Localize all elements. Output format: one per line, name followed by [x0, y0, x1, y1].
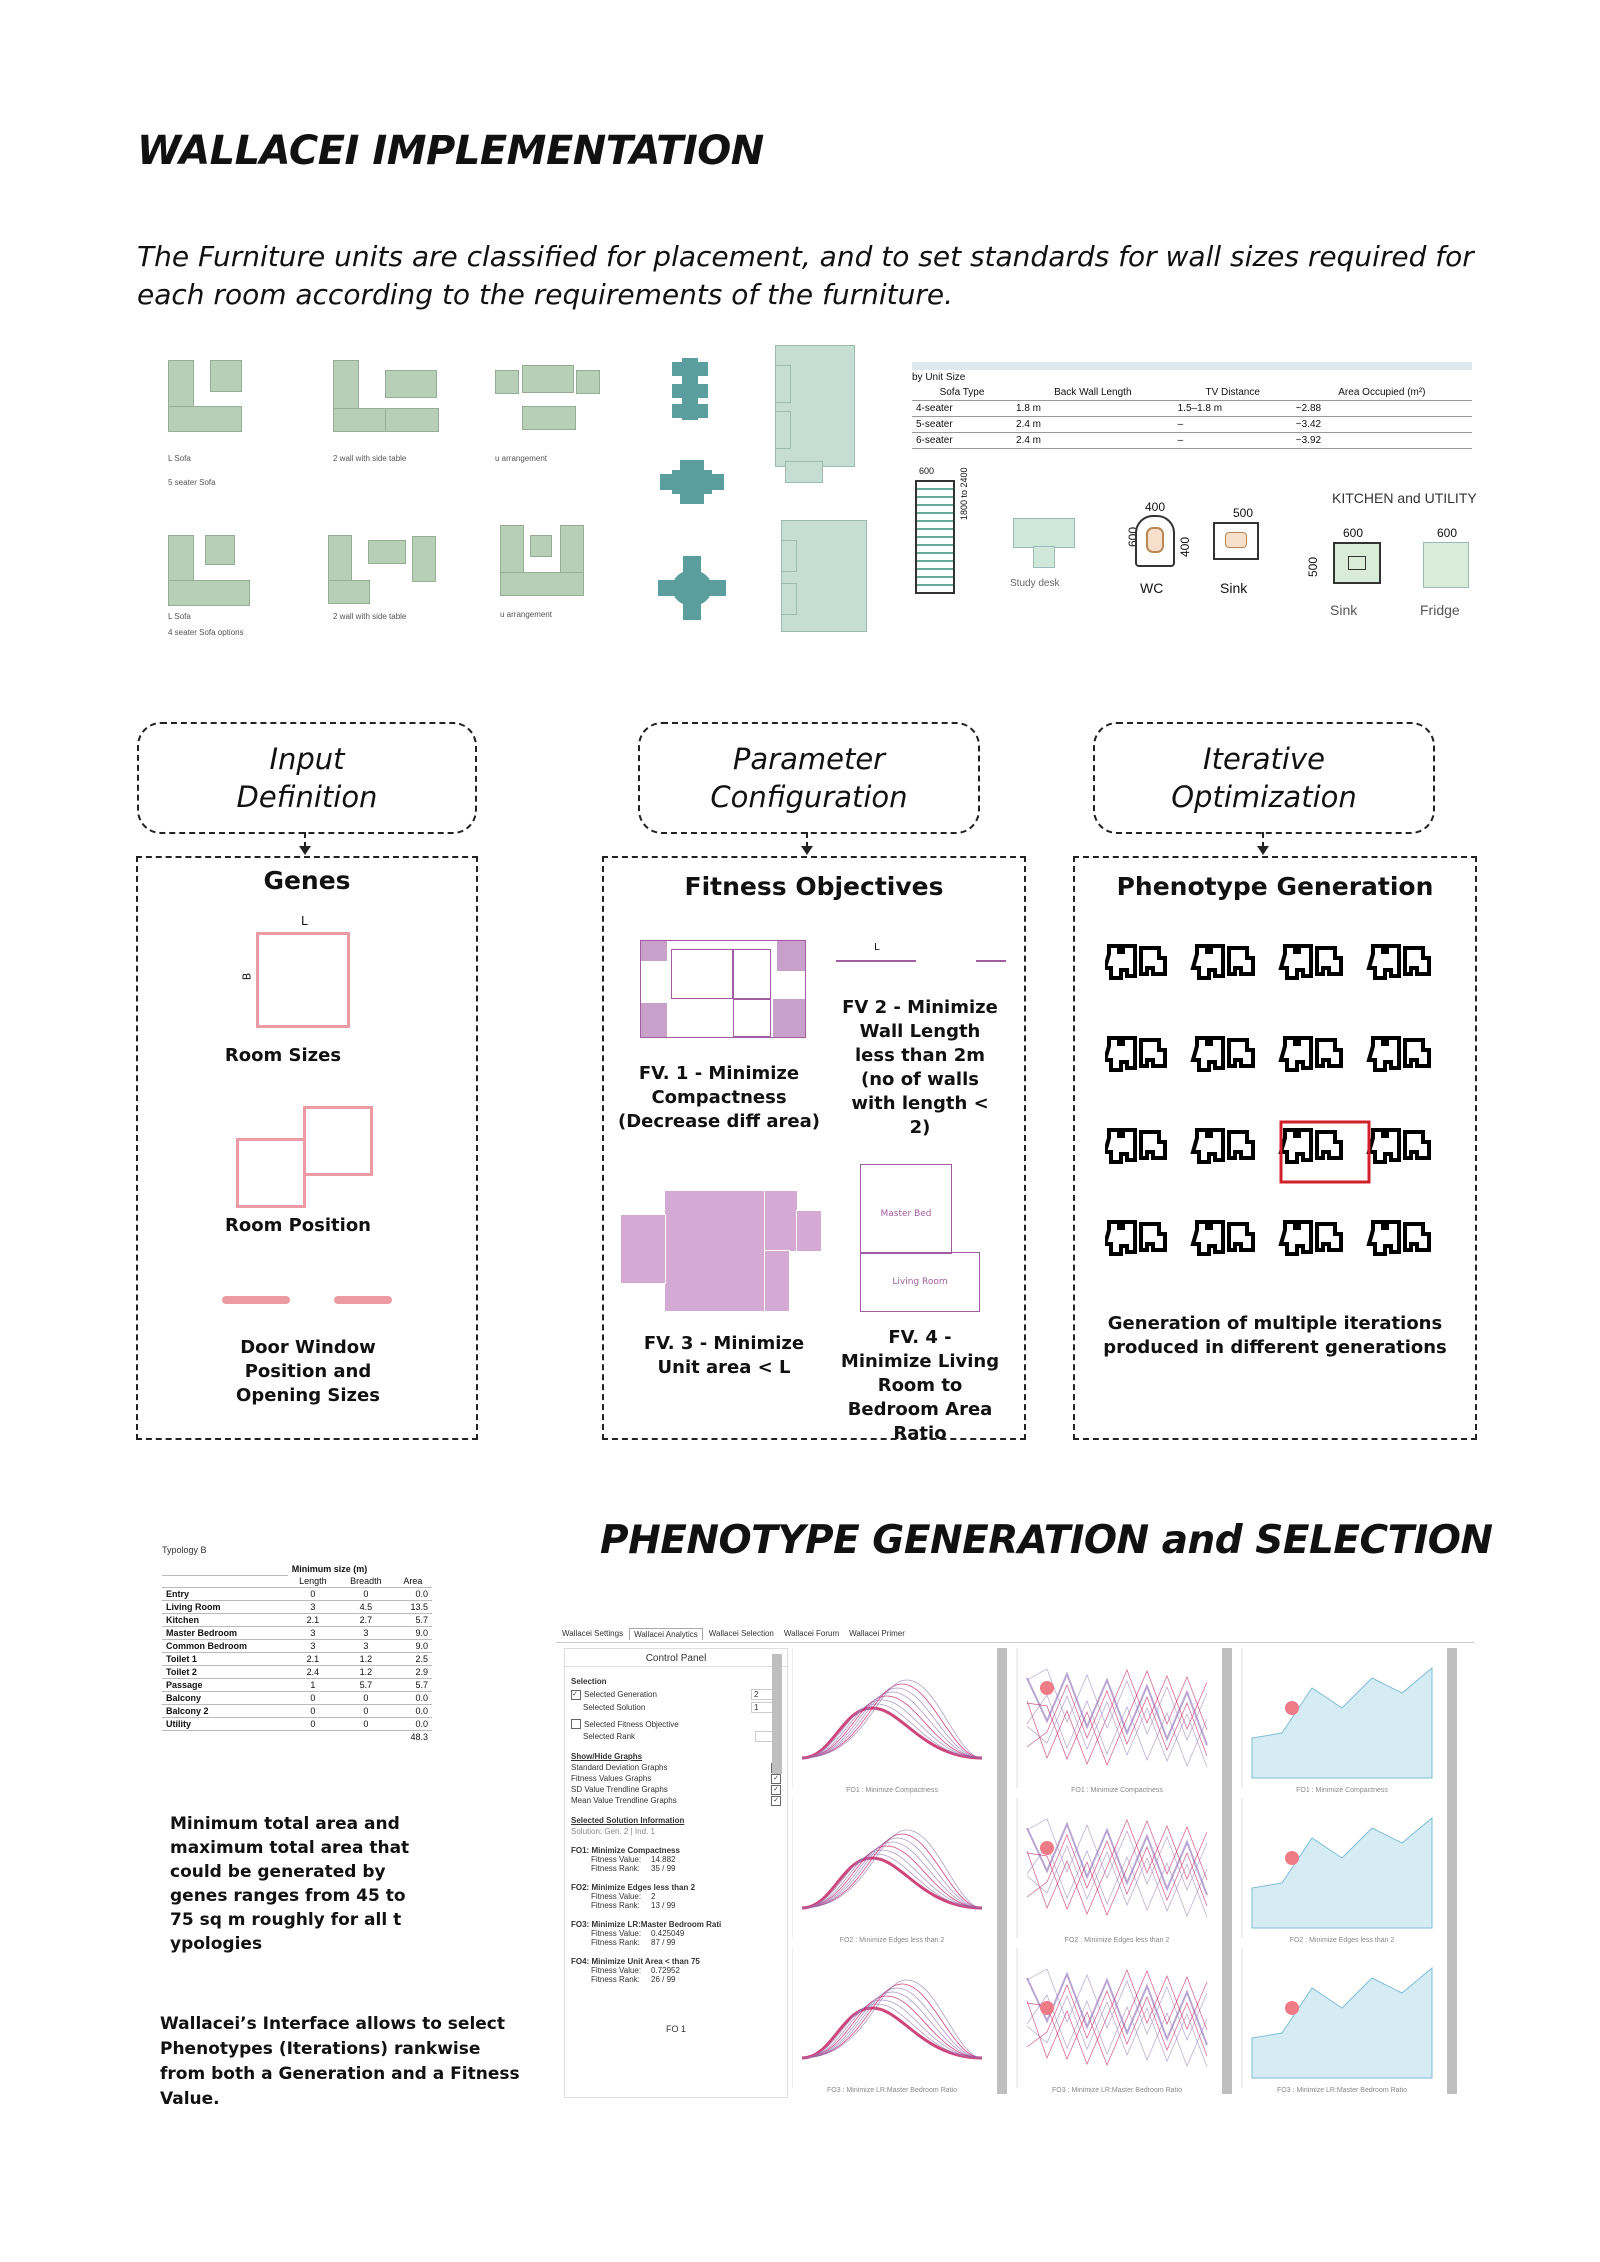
phenotype-plan: [1369, 1038, 1429, 1070]
cell: 2.4: [288, 1666, 338, 1679]
distribution-curve: [802, 1684, 982, 1758]
mean-area: [1252, 1668, 1432, 1778]
selected-point: [1040, 1681, 1054, 1695]
typology-title: Typology B: [162, 1545, 207, 1555]
cell: 1.5–1.8 m: [1174, 401, 1292, 417]
fv1-diagram: [640, 940, 806, 1038]
table-row: [162, 1653, 432, 1666]
cell: 5.7: [338, 1679, 394, 1692]
phenotype-plan: [1281, 946, 1341, 978]
fv4-label: FV. 4 - Minimize Living Room to Bedroom Area Ratio: [840, 1327, 1000, 1444]
selected-generation-label: Selected Generation: [584, 1690, 657, 1699]
phenotype-plan: [1281, 1038, 1341, 1070]
cell: Toilet 1: [162, 1653, 288, 1666]
cell: 0: [338, 1705, 394, 1718]
cell: 9.0: [394, 1627, 432, 1640]
fitness-rank: 87 / 99: [651, 1938, 676, 1947]
cell: 0: [288, 1588, 338, 1601]
cell: 2.5: [394, 1653, 432, 1666]
sink-label: Sink: [1220, 580, 1248, 596]
fitness-objective: [571, 1846, 781, 1873]
room-position-icon-a: [236, 1138, 306, 1208]
cell: 0.0: [394, 1692, 432, 1705]
distribution-curve: [802, 1996, 982, 2058]
fo-axis-label: FO 1: [665, 2024, 686, 2034]
control-panel-title: Control Panel: [565, 1649, 787, 1667]
distribution-curve: [802, 1984, 982, 2058]
phenotype-plan: [1281, 1130, 1341, 1162]
typology-header: Length: [288, 1575, 338, 1588]
selected-generation-checkbox[interactable]: ✓: [571, 1690, 581, 1700]
cell: 3: [288, 1601, 338, 1614]
wallacei-window: [556, 1624, 1474, 2100]
caption-five-seater: 5 seater Sofa: [168, 478, 216, 487]
cell: 5-seater: [912, 417, 1012, 433]
arrow-down-icon: [801, 846, 813, 855]
cell: 3: [338, 1627, 394, 1640]
table-row: [162, 1614, 432, 1627]
caption-u-arr-1: u arrangement: [495, 454, 548, 463]
mean-area: [1252, 1968, 1432, 2078]
objective-name: FO1: Minimize Compactness: [571, 1846, 680, 1855]
cell: ~2.88: [1292, 401, 1472, 417]
selected-fitness-label: Selected Fitness Objective: [584, 1719, 679, 1729]
typology-total: 48.3: [410, 1732, 428, 1742]
graph-option: SD Value Trendline Graphs: [571, 1785, 668, 1794]
cell: 2.9: [394, 1666, 432, 1679]
info-head: Selected Solution Information: [571, 1816, 685, 1825]
cell: 0: [338, 1588, 394, 1601]
kitchen-sink-label: Sink: [1330, 602, 1358, 618]
phenotype-plan: [1369, 1222, 1429, 1254]
fv4-living-room: [860, 1252, 980, 1312]
cell: 3: [288, 1627, 338, 1640]
distribution-curve: [802, 1846, 982, 1908]
pill-parameter-configuration: [638, 722, 980, 834]
typology-header: Breadth: [338, 1575, 394, 1588]
fitness-value: 2: [651, 1892, 656, 1901]
chart-label: FO2 : Minimize Edges less than 2: [1289, 1937, 1395, 1944]
study-desk-label: Study desk: [1010, 578, 1060, 589]
master-bed-label: Master Bed: [880, 1209, 932, 1219]
graph-option: Mean Value Trendline Graphs: [571, 1796, 677, 1805]
cell: Master Bedroom: [162, 1627, 288, 1640]
cell: 2.4 m: [1012, 433, 1174, 449]
fitness-rank: 13 / 99: [651, 1901, 676, 1910]
fv3-label: FV. 3 - Minimize Unit area < L: [643, 1333, 805, 1378]
selected-point: [1040, 1841, 1054, 1855]
sofa-header-type: Sofa Type: [912, 385, 1012, 401]
cell: 5.7: [394, 1679, 432, 1692]
selected-generation-input[interactable]: 2: [751, 1689, 781, 1700]
kitchen-sink-icon: [1333, 542, 1381, 584]
control-panel-scrollbar[interactable]: [772, 1654, 782, 1774]
phenotype-plan: [1369, 946, 1429, 978]
mean-area: [1252, 1818, 1432, 1928]
cell: 0: [288, 1692, 338, 1705]
cell: 0.0: [394, 1718, 432, 1731]
wc-height: 600: [1126, 526, 1141, 548]
study-desk: [1013, 518, 1075, 548]
distribution-curve: [802, 1834, 982, 1908]
fitness-value-label: Fitness Value:: [591, 1892, 642, 1901]
fv1-label: FV. 1 - Minimize Compactness (Decrease diff area): [618, 1063, 820, 1132]
bed-drawings: [775, 345, 875, 635]
cell: 2.4 m: [1012, 417, 1174, 433]
cell: Balcony: [162, 1692, 288, 1705]
phenotype-plan: [1281, 1222, 1341, 1254]
tab-wallacei-selection[interactable]: Wallacei Selection: [708, 1629, 774, 1638]
phenotype-plan: [1105, 946, 1165, 978]
cell: 4.5: [338, 1601, 394, 1614]
cell: Entry: [162, 1588, 288, 1601]
typology-group-header: Minimum size (m): [291, 1564, 368, 1574]
table-row: [162, 1588, 432, 1601]
table-row: [162, 1627, 432, 1640]
chart-label: FO3 : Minimize LR:Master Bedroom Ratio: [1277, 2087, 1407, 2094]
phenotype-box: [1073, 856, 1477, 1440]
fv2-dim-l: L: [874, 942, 880, 953]
table-row: [162, 1640, 432, 1653]
cell: 5.7: [394, 1614, 432, 1627]
sink-icon: [1213, 522, 1259, 560]
showhide-head: Show/Hide Graphs: [571, 1752, 643, 1761]
wc-label: WC: [1140, 580, 1164, 596]
cell: –: [1174, 433, 1292, 449]
fitness-box: [602, 856, 1026, 1444]
pill-label: Iterative Optimization: [1171, 742, 1357, 814]
solution-label: Solution: Gen. 2 | Ind. 1: [571, 1827, 655, 1836]
sofa-drawings: [150, 340, 770, 650]
cell: 2.1: [288, 1614, 338, 1627]
fitness-rank: 35 / 99: [651, 1864, 676, 1873]
fitness-rank-label: Fitness Rank:: [591, 1938, 640, 1947]
cell: 2.1: [288, 1653, 338, 1666]
sink-width: 500: [1233, 506, 1254, 520]
door-opening-icon-a: [222, 1296, 290, 1304]
room-position-label: Room Position: [224, 1215, 371, 1236]
fridge-icon: [1423, 542, 1469, 588]
fitness-rank-label: Fitness Rank:: [591, 1901, 640, 1910]
sofa-header-wall: Back Wall Length: [1012, 385, 1174, 401]
table-row: [162, 1718, 432, 1731]
caption-u-arr-2: u arrangement: [500, 610, 553, 619]
k-sink-width: 600: [1343, 526, 1364, 540]
cell: 0: [338, 1718, 394, 1731]
room-sizes-label: Room Sizes: [224, 1045, 342, 1066]
fitness-objective: [571, 1920, 781, 1947]
chart-scrollbar[interactable]: [997, 1648, 1007, 2094]
table-row: [162, 1679, 432, 1692]
selected-point: [1285, 2001, 1299, 2015]
phenotype-plan: [1193, 946, 1253, 978]
fitness-rank-label: Fitness Rank:: [591, 1975, 640, 1984]
cell: ~3.92: [1292, 433, 1472, 449]
fv2-wall-long: [836, 960, 916, 962]
room-position-icon-b: [303, 1106, 373, 1176]
genes-box: [136, 856, 478, 1440]
fv3-diagram: [620, 1190, 820, 1310]
pill-label: Input Definition: [236, 742, 378, 814]
phenotype-plan: [1193, 1038, 1253, 1070]
fv2-wall-short: [976, 960, 1006, 962]
analytics-charts: [792, 1648, 1472, 2098]
selected-solution-label: Selected Solution: [583, 1703, 646, 1712]
selection-head: Selection: [571, 1677, 607, 1686]
table-row: [162, 1601, 432, 1614]
phenotype-plan: [1193, 1130, 1253, 1162]
wallacei-note: Wallacei’s Interface allows to select Phenotypes (Iterations) rankwise from both a Generation and a Fitness Value.: [160, 2014, 520, 2109]
typology-header: Area: [394, 1575, 432, 1588]
phenotype-plan: [1105, 1222, 1165, 1254]
cell: 0: [288, 1718, 338, 1731]
tab-wallacei-settings[interactable]: Wallacei Settings: [562, 1629, 624, 1638]
cell: Passage: [162, 1679, 288, 1692]
wallacei-tabs: [558, 1628, 909, 1640]
intro-text: The Furniture units are classified for placement, and to set standards for wall sizes required for each room according to the requirements of the furniture.: [137, 240, 1474, 311]
cell: Common Bedroom: [162, 1640, 288, 1653]
cell: 0.0: [394, 1588, 432, 1601]
sofa-table-caption: by Unit Size: [912, 372, 966, 383]
pill-input-definition: [137, 722, 477, 834]
fitness-rank: 26 / 99: [651, 1975, 676, 1984]
table-row: [912, 433, 1472, 449]
living-room-label: Living Room: [892, 1277, 948, 1287]
tab-wallacei-primer[interactable]: Wallacei Primer: [849, 1629, 905, 1638]
fitness-value: 0.425049: [651, 1929, 685, 1938]
objective-name: FO4: Minimize Unit Area < than 75: [571, 1957, 700, 1966]
caption-four-seater: 4 seater Sofa options: [168, 628, 244, 637]
cell: Living Room: [162, 1601, 288, 1614]
graph-checkbox[interactable]: ✓: [771, 1774, 781, 1784]
cell: Toilet 2: [162, 1666, 288, 1679]
cell: 1.2: [338, 1666, 394, 1679]
arrow-down-icon: [299, 846, 311, 855]
chart-label: FO2 : Minimize Edges less than 2: [839, 1937, 945, 1944]
cell: 0: [338, 1692, 394, 1705]
selected-rank-label: Selected Rank: [583, 1732, 636, 1741]
fitness-value-label: Fitness Value:: [591, 1855, 642, 1864]
typology-table: [162, 1545, 432, 1743]
cell: ~3.42: [1292, 417, 1472, 433]
wardrobe-height: 1800 to 2400: [959, 467, 969, 520]
sofa-table: [912, 362, 1472, 449]
phenotype-head: Phenotype Generation: [1116, 872, 1434, 901]
pill-label: Parameter Configuration: [710, 742, 908, 814]
chart-label: FO3 : Minimize LR:Master Bedroom Ratio: [1052, 2087, 1182, 2094]
cell: 0: [288, 1705, 338, 1718]
fv2-label: FV 2 - Minimize Wall Length less than 2m (no of walls with length < 2): [842, 997, 998, 1138]
selected-fitness-checkbox[interactable]: [571, 1719, 581, 1729]
table-row: [912, 417, 1472, 433]
genes-head: Genes: [263, 866, 351, 895]
phenotype-plan: [1369, 1130, 1429, 1162]
fitness-head: Fitness Objectives: [684, 872, 944, 901]
selected-solution-input[interactable]: 1: [751, 1702, 781, 1713]
fitness-rank-label: Fitness Rank:: [591, 1864, 640, 1873]
chart-label: FO1 : Minimize Compactness: [1071, 1787, 1163, 1794]
fridge-label: Fridge: [1420, 602, 1460, 618]
cell: 13.5: [394, 1601, 432, 1614]
fitness-objective: [571, 1883, 781, 1910]
chart-label: FO2 : Minimize Edges less than 2: [1064, 1937, 1170, 1944]
fixtures: [915, 460, 1485, 630]
wc-icon: [1135, 515, 1175, 567]
graph-checkbox[interactable]: ✓: [771, 1796, 781, 1806]
door-opening-icon-b: [334, 1296, 392, 1304]
pill-iterative-optimization: [1093, 722, 1435, 834]
caption-l-sofa-2: L Sofa: [168, 612, 191, 621]
chart-label: FO1 : Minimize Compactness: [846, 1787, 938, 1794]
min-total-note: Minimum total area and maximum total area that could be generated by genes ranges from 45 to 75 sq m roughly for all t ypologies: [170, 1814, 410, 1954]
tab-wallacei-forum[interactable]: Wallacei Forum: [783, 1629, 840, 1638]
cell: 3: [288, 1640, 338, 1653]
dim-l: L: [301, 914, 308, 928]
phenotype-plan: [1105, 1130, 1165, 1162]
cell: Utility: [162, 1718, 288, 1731]
graph-option: Fitness Values Graphs: [571, 1774, 652, 1783]
table-row: [162, 1705, 432, 1718]
cell: 6-seater: [912, 433, 1012, 449]
cell: 2.7: [338, 1614, 394, 1627]
phenotype-caption: Generation of multiple iterations produced in different generations: [1103, 1313, 1447, 1358]
selected-point: [1040, 2001, 1054, 2015]
cell: 1.8 m: [1012, 401, 1174, 417]
graph-checkbox[interactable]: ✓: [771, 1785, 781, 1795]
dim-b: B: [240, 972, 254, 981]
table-row: [162, 1692, 432, 1705]
wc-width: 400: [1145, 500, 1166, 514]
cell: Kitchen: [162, 1614, 288, 1627]
phenotype-grid: [1105, 942, 1445, 1272]
cell: 9.0: [394, 1640, 432, 1653]
wc-height-2: 400: [1178, 536, 1193, 558]
objective-name: FO3: Minimize LR:Master Bedroom Rati: [571, 1920, 722, 1929]
distribution-curve: [802, 1696, 982, 1758]
cell: 1: [288, 1679, 338, 1692]
phenotype-plan: [1105, 1038, 1165, 1070]
sofa-header-area: Area Occupied (m²): [1292, 385, 1472, 401]
fv4-master-bed: [860, 1164, 952, 1254]
page-title: WALLACEI IMPLEMENTATION: [137, 128, 764, 174]
fitness-value: 0.72952: [651, 1966, 680, 1975]
fitness-value-label: Fitness Value:: [591, 1966, 642, 1975]
cell: Balcony 2: [162, 1705, 288, 1718]
k-sink-height: 500: [1306, 556, 1321, 578]
fitness-value: 14.882: [651, 1855, 676, 1864]
sofa-header-tv: TV Distance: [1174, 385, 1292, 401]
caption-wall-side-1: 2 wall with side table: [333, 454, 407, 463]
caption-l-sofa-1: L Sofa: [168, 454, 191, 463]
arrow-down-icon: [1257, 846, 1269, 855]
selected-point: [1285, 1701, 1299, 1715]
chart-label: FO1 : Minimize Compactness: [1296, 1787, 1388, 1794]
cell: 4-seater: [912, 401, 1012, 417]
wardrobe: [915, 480, 955, 594]
table-row: [912, 401, 1472, 417]
phenotype-plan: [1193, 1222, 1253, 1254]
tab-wallacei-analytics[interactable]: Wallacei Analytics: [629, 1628, 703, 1640]
cell: 0.0: [394, 1705, 432, 1718]
wardrobe-width: 600: [919, 466, 935, 476]
objective-name: FO2: Minimize Edges less than 2: [571, 1883, 696, 1892]
kitchen-title: KITCHEN and UTILITY: [1332, 490, 1477, 506]
table-row: [162, 1666, 432, 1679]
caption-wall-side-2: 2 wall with side table: [333, 612, 407, 621]
section2-title: PHENOTYPE GENERATION and SELECTION: [600, 1518, 1493, 1563]
control-panel: [564, 1648, 788, 2098]
chart-scrollbar[interactable]: [1222, 1648, 1232, 2094]
door-window-label: Door Window Position and Opening Sizes: [236, 1337, 380, 1406]
fridge-width: 600: [1437, 526, 1458, 540]
cell: 1.2: [338, 1653, 394, 1666]
fitness-objective: [571, 1957, 781, 1984]
cell: –: [1174, 417, 1292, 433]
chart-label: FO3 : Minimize LR:Master Bedroom Ratio: [827, 2087, 957, 2094]
room-size-icon: [256, 932, 350, 1028]
selected-point: [1285, 1851, 1299, 1865]
cell: 3: [338, 1640, 394, 1653]
chart-scrollbar[interactable]: [1447, 1648, 1457, 2094]
fitness-value-label: Fitness Value:: [591, 1929, 642, 1938]
graph-option: Standard Deviation Graphs: [571, 1763, 668, 1772]
